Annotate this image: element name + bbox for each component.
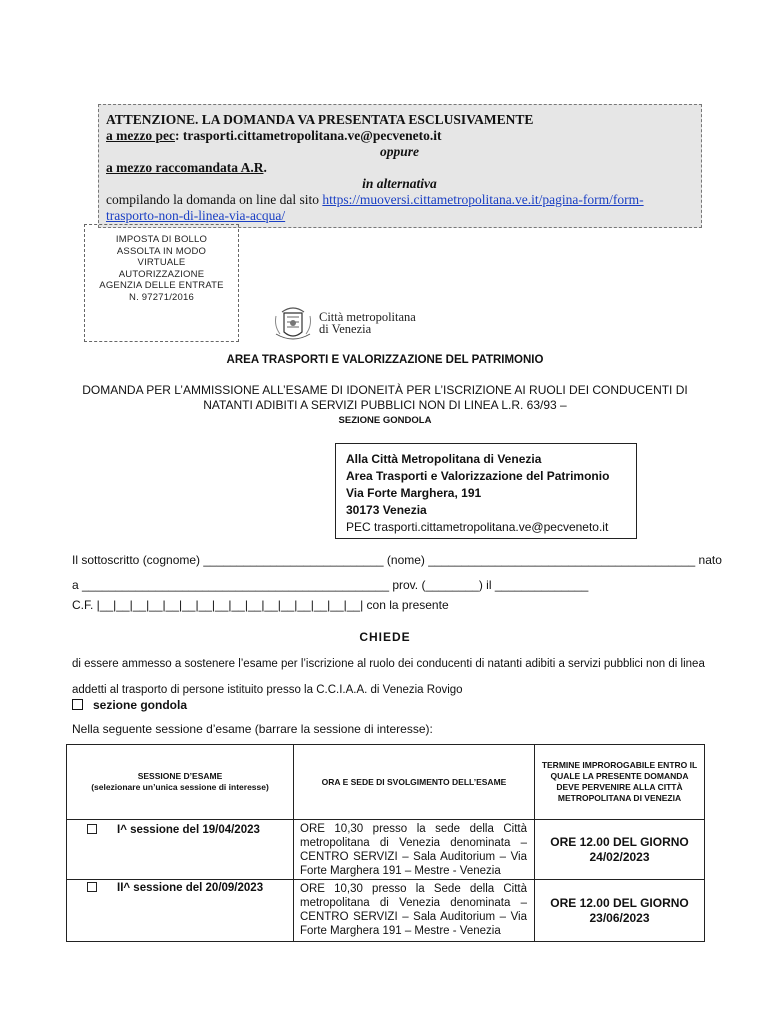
header-session: [67, 745, 294, 820]
session-cell[interactable]: [67, 820, 294, 880]
stamp-line: AGENZIA DELLE ENTRATE: [99, 280, 224, 291]
area-title: AREA TRASPORTI E VALORIZZAZIONE DEL PATRIMONIO: [226, 354, 544, 366]
checkbox-icon[interactable]: [87, 882, 97, 892]
chiede-heading: CHIEDE: [359, 630, 411, 644]
header-deadline: TERMINE IMPROROGABILE ENTRO IL QUALE LA PRESENTE DOMANDA DEVE PERVENIRE ALLA CITTÀ METROPOLITANA DI VENEZIA: [535, 745, 705, 820]
stamp-line: N. 97271/2016: [129, 291, 194, 303]
form-line-cf[interactable]: C.F. |__|__|__|__|__|__|__|__|__|__|__|__|__|__|__|__| con la presente: [72, 598, 449, 612]
checkbox-icon[interactable]: [72, 699, 83, 710]
table-row: [67, 880, 705, 942]
form-line-birth[interactable]: a ______________________________________________ prov. (________) il ______________: [72, 578, 589, 592]
logo-line2: di Venezia: [319, 322, 372, 336]
deadline-date: 23/06/2023: [589, 910, 650, 925]
deadline-date: 24/02/2023: [589, 849, 650, 864]
stamp-line: ASSOLTA IN MODO: [116, 245, 207, 257]
session-instruction: Nella seguente sessione d’esame (barrare la sessione di interesse):: [72, 722, 433, 736]
table-header-row: [67, 745, 705, 820]
session-description: ORE 10,30 presso la Sede della Città metropolitana di Venezia denominata – CENTRO SERVIZI – Sala Auditorium – Via Forte Marghera 191 – Mestre - Venezia: [294, 880, 535, 942]
sezione-title: SEZIONE GONDOLA: [338, 415, 432, 426]
gondola-label: sezione gondola: [93, 698, 188, 712]
session-label: II^ sessione del 20/09/2023: [117, 882, 264, 894]
header-time-place: ORA E SEDE DI SVOLGIMENTO DELL’ESAME: [294, 745, 535, 820]
attention-online-text: compilando la domanda on line dal sito: [106, 192, 323, 207]
online-form-link[interactable]: https://muoversi.cittametropolitana.ve.it/pagina-form/form-trasporto-non-di-linea-via-acqua/: [106, 192, 644, 223]
domanda-title: DOMANDA PER L’AMMISSIONE ALL’ESAME DI IDONEITÀ PER L’ISCRIZIONE AI RUOLI DEI CONDUCENTI DI NATANTI ADIBITI A SERVIZI PUBBLICI NON DI LINEA L.R. 63/93 –: [82, 383, 688, 412]
stamp-line: VIRTUALE: [137, 257, 186, 268]
recipient-address-box: [335, 443, 637, 539]
attention-raccomandata-line: a mezzo raccomandata A.R.: [106, 160, 267, 175]
checkbox-icon[interactable]: [87, 824, 97, 834]
session-deadline: [535, 880, 705, 942]
form-line-name[interactable]: Il sottoscritto (cognome) ___________________________ (nome) ________________________________________ nato: [72, 553, 722, 567]
stamp-line: IMPOSTA DI BOLLO: [115, 234, 208, 245]
address-line: 30173 Venezia: [346, 503, 427, 517]
address-line: Area Trasporti e Valorizzazione del Patrimonio: [346, 469, 610, 483]
address-line: Via Forte Marghera, 191: [346, 486, 482, 500]
attention-pec-address: : trasporti.cittametropolitana.ve@pecveneto.it: [174, 128, 442, 143]
coat-of-arms-icon: [272, 304, 314, 344]
attention-box: [98, 104, 702, 228]
header-session-title: SESSIONE D’ESAME: [137, 771, 223, 781]
stamp-line: AUTORIZZAZIONE: [118, 268, 205, 280]
attention-in-alternativa: in alternativa: [362, 176, 437, 191]
attention-raccomandata: a mezzo raccomandata A.R: [106, 160, 264, 175]
session-deadline: [535, 820, 705, 880]
deadline-line: ORE 12.00 DEL GIORNO: [550, 834, 689, 849]
bollo-stamp-box: [84, 224, 239, 342]
logo-text: [319, 311, 416, 335]
header-session-subtitle: (selezionare un’unica sessione di interesse): [91, 782, 269, 792]
logo-line1: Città metropolitana: [319, 310, 416, 324]
table-row: [67, 820, 705, 880]
stamp-text: [85, 225, 238, 303]
attention-oppure: oppure: [379, 144, 419, 159]
deadline-line: ORE 12.00 DEL GIORNO: [550, 895, 689, 910]
request-body-text: di essere ammesso a sostenere l’esame per l’iscrizione al ruolo dei conducenti di natanti adibiti a servizi pubblici non di linea addetti al trasporto di persone istituito presso la C.C.I.A.A. di Venezia Rovigo: [72, 658, 705, 696]
sessions-table: [66, 744, 705, 942]
address-line: Alla Città Metropolitana di Venezia: [346, 452, 542, 466]
address-pec: PEC trasporti.cittametropolitana.ve@pecveneto.it: [346, 520, 609, 534]
session-label: I^ sessione del 19/04/2023: [117, 824, 260, 836]
session-description: ORE 10,30 presso la sede della Città metropolitana di Venezia denominata – CENTRO SERVIZI – Sala Auditorium – Via Forte Marghera 191 – Mestre - Venezia: [294, 820, 535, 880]
attention-pec-label: a mezzo pec: [106, 128, 175, 143]
attention-title: ATTENZIONE. LA DOMANDA VA PRESENTATA ESCLUSIVAMENTE: [106, 112, 534, 127]
attention-online-line: [106, 192, 693, 224]
session-cell[interactable]: [67, 880, 294, 942]
citta-metropolitana-logo: [272, 302, 452, 346]
attention-pec-line: [106, 128, 693, 144]
sezione-gondola-option[interactable]: [72, 698, 187, 712]
